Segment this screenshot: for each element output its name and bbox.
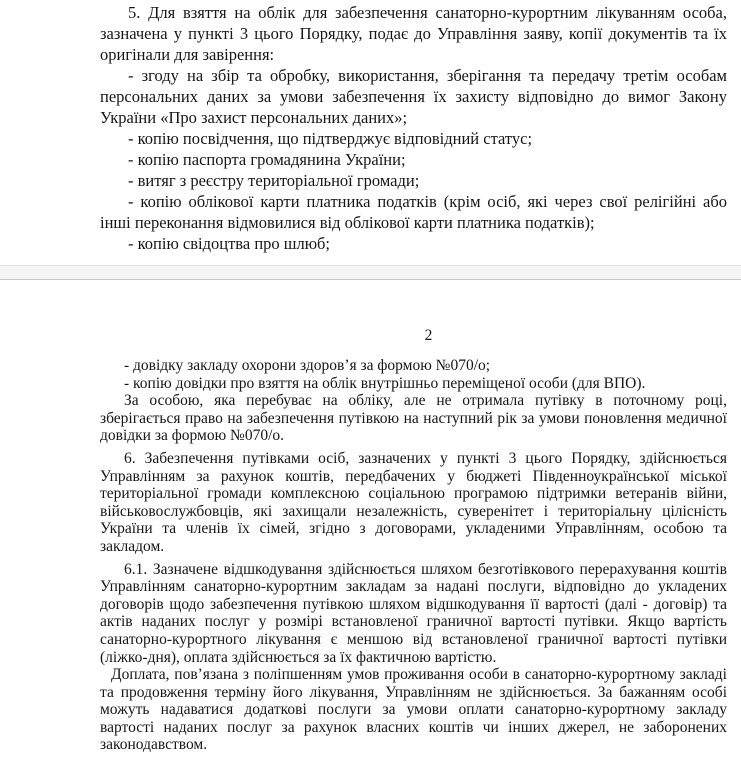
page-2 bbox=[0, 280, 741, 770]
list-item-health-certificate: - довідку закладу охорони здоров’я за формою №070/о; bbox=[124, 357, 491, 374]
paragraph-6-1: 6.1. Зазначене відшкодування здійснюється шляхом безготівкового перерахування коштів Управлінням санаторно-курортним закладам за надані послуги, відповідно до укладених договорів щодо забезпечення путівкою шляхом відшкодування її вартості (далі - договір) та актів наданих послуг у розмірі встановленої граничної вартості путівки. Якщо вартість санаторно-курортного лікування є меншою від встановленої граничної вартості путівки (ліжко-дня), оплата здійснюється за їх фактичною вартістю. bbox=[100, 560, 727, 666]
page-break-separator bbox=[0, 265, 741, 280]
paragraph-renewal: За особою, яка перебуває на обліку, але не отримала путівку в поточному році, зберігається право на забезпечення путівкою на наступний рік за умови поновлення медичної довідки за формою №070/о. bbox=[100, 392, 727, 445]
list-item-registry-extract: - витяг з реєстру територіальної громади; bbox=[128, 171, 420, 190]
paragraph-6: 6. Забезпечення путівками осіб, зазначених у пункті 3 цього Порядку, здійснюється Управлінням за рахунок коштів, передбачених у бюджеті Південноукраїнської міської територіальної громади комплексною соціальною програмою підтримки ветеранів війни, військовослужбовців, які захищали незалежність, суверенітет і територіальну цілісність України та членів їх сімей, згідно з договорами, укладеними Управлінням, особою та закладом. bbox=[100, 449, 727, 555]
paragraph-surcharge: Доплата, пов’язана з поліпшенням умов проживання особи в санаторно-курортному закладі та продовження терміну його лікування, Управлінням не здійснюється. За бажанням особі можуть надаватися додаткові послуги за умови оплати санаторно-курортному закладу вартості наданих послуг за рахунок власних коштів чи інших джерел, не заборонених законодавством. bbox=[100, 666, 727, 754]
list-item-consent-personal-data: - згоду на збір та обробку, використання, зберігання та передачу третім особам персональних даних за умови забезпечення їх захисту відповідно до вимог Закону України «Про захист персональних даних»; bbox=[100, 66, 727, 127]
list-item-certificate-copy: - копію посвідчення, що підтверджує відповідний статус; bbox=[128, 129, 533, 148]
list-item-taxpayer-card: - копію облікової карти платника податків (крім осіб, які через свої релігійні або інші переконання відмовилися від облікової карти платника податків); bbox=[100, 192, 727, 232]
paragraph-5: 5. Для взяття на облік для забезпечення санаторно-курортним лікуванням особа, зазначена у пункті 3 цього Порядку, подає до Управління заяву, копії документів та їх оригінали для завірення: bbox=[100, 3, 727, 64]
list-item-passport-copy: - копію паспорта громадянина України; bbox=[128, 150, 406, 169]
page-number: 2 bbox=[424, 327, 433, 344]
list-item-marriage-certificate: - копію свідоцтва про шлюб; bbox=[128, 234, 331, 253]
page-1 bbox=[0, 0, 741, 265]
list-item-idp-certificate: - копію довідки про взяття на облік внутрішньо переміщеної особи (для ВПО). bbox=[124, 374, 646, 392]
